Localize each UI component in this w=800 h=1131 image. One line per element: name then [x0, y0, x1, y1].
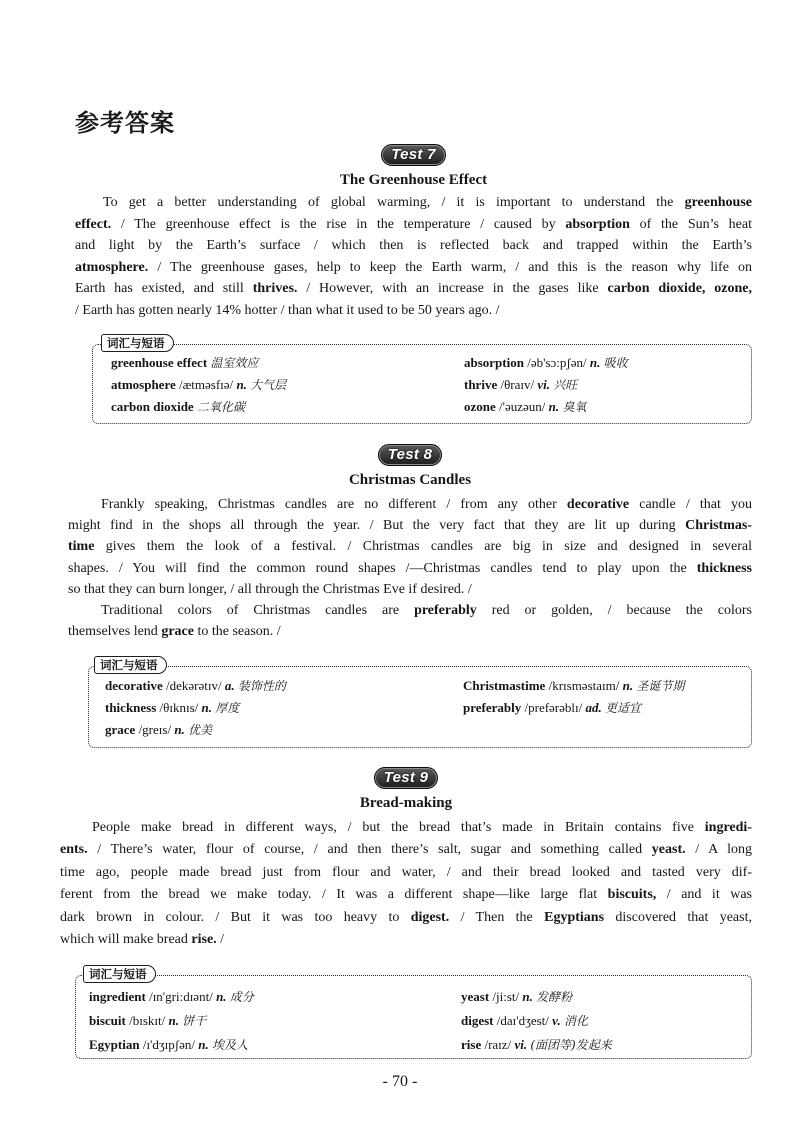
vocab-entry — [463, 697, 745, 719]
vocab-word: rise — [461, 1037, 482, 1053]
paragraph — [75, 192, 752, 322]
text-run: / A long — [685, 842, 752, 858]
test-badge: Test 9 — [374, 767, 439, 789]
vocab-meaning: 消化 — [563, 1014, 588, 1029]
vocab-entry — [461, 1033, 745, 1057]
passage — [68, 494, 752, 642]
text-line — [68, 558, 752, 579]
vocab-word: biscuit — [89, 1013, 126, 1029]
vocab-phonetic: /ɪ'dʒɪpʃən/ — [142, 1037, 195, 1053]
vocab-word: Egyptian — [89, 1037, 140, 1053]
keyword: absorption — [565, 216, 630, 232]
text-run: and light by the Earth’s surface / which then is reflected back and trapped within the Earth’s — [75, 238, 752, 254]
vocab-word: absorption — [464, 354, 524, 370]
vocab-phonetic: /raɪz/ — [484, 1037, 512, 1053]
text-line — [68, 579, 752, 600]
section-title: Bread-making — [359, 795, 453, 811]
text-run: / and it was — [656, 887, 752, 903]
text-run: To get a better understanding of global warming, / it is important to understand the — [103, 195, 685, 210]
text-run: gives them the look of a festival. / Christmas candles are big in size and designed in several — [94, 539, 752, 555]
vocab-meaning: 圣诞节期 — [636, 679, 685, 694]
keyword: thickness — [696, 560, 752, 576]
text-line — [75, 192, 752, 214]
text-line — [68, 515, 752, 536]
vocab-word: Christmastime — [463, 678, 546, 694]
text-run: Earth has existed, and still — [75, 281, 253, 297]
vocab-word: thickness — [105, 700, 157, 716]
vocab-part-of-speech: n. — [174, 722, 185, 738]
vocab-entry — [105, 697, 463, 719]
text-line — [60, 907, 752, 929]
vocab-entry — [463, 675, 745, 697]
keyword: ingredi- — [704, 820, 752, 835]
keyword: ents. — [60, 842, 88, 858]
vocab-columns — [111, 352, 745, 418]
vocab-word: atmosphere — [111, 376, 176, 392]
vocab-meaning: 二氧化碳 — [196, 399, 245, 414]
keyword: rise. — [191, 932, 217, 948]
text-run: / — [216, 932, 225, 948]
test-badge: Test 7 — [381, 144, 446, 166]
vocab-entry — [111, 374, 464, 396]
vocab-meaning: 大气层 — [250, 377, 287, 392]
vocab-phonetic: /θraɪv/ — [500, 376, 535, 392]
vocab-meaning: 饼干 — [182, 1014, 207, 1029]
keyword: biscuits, — [607, 887, 657, 903]
vocab-meaning: 温室效应 — [210, 355, 259, 370]
vocab-phonetic: /ji:st/ — [492, 989, 520, 1005]
vocab-entry — [89, 1009, 461, 1033]
keyword: Christmas- — [685, 518, 752, 534]
text-run: might find in the shops all through the year. / But the very fact that they are lit up during — [68, 518, 686, 534]
keyword: carbon dioxide, ozone, — [607, 281, 752, 297]
text-run: time ago, people made bread just from flour and water, / and their bread looked and tasted very dif- — [60, 864, 752, 880]
vocab-entry — [89, 985, 461, 1009]
vocab-entry — [461, 985, 745, 1009]
badge-row — [75, 144, 752, 166]
vocab-part-of-speech: a. — [224, 678, 235, 694]
test-badge: Test 8 — [378, 444, 443, 466]
vocab-entry — [111, 352, 464, 374]
vocab-label: 词汇与短语 — [94, 656, 167, 674]
keyword: grace — [161, 624, 194, 640]
vocab-box — [92, 335, 752, 424]
text-line — [68, 536, 752, 557]
badge-row — [68, 444, 752, 466]
vocab-part-of-speech: n. — [216, 989, 227, 1005]
vocab-word: preferably — [463, 700, 522, 716]
keyword: time — [68, 539, 95, 555]
vocab-meaning: 更适宜 — [605, 701, 642, 716]
text-line — [68, 600, 752, 621]
vocab-meaning: 厚度 — [215, 701, 240, 716]
vocab-entry — [464, 374, 745, 396]
text-line — [75, 278, 752, 300]
passage — [60, 817, 752, 951]
vocab-label: 词汇与短语 — [101, 334, 174, 352]
text-line — [60, 884, 752, 906]
keyword: effect. — [75, 216, 112, 232]
vocab-column-left — [105, 675, 463, 741]
keyword: preferably — [414, 603, 477, 619]
paragraph — [68, 494, 752, 600]
vocab-word: decorative — [105, 678, 163, 694]
text-run: themselves lend — [68, 624, 162, 640]
keyword: thrives. — [252, 281, 298, 297]
section-title: Christmas Candles — [348, 472, 472, 488]
vocab-phonetic: /daɪ'dʒest/ — [496, 1013, 549, 1029]
vocab-part-of-speech: ad. — [585, 700, 602, 716]
page-header: 参考答案 — [75, 109, 175, 137]
vocab-meaning: 兴旺 — [553, 377, 578, 392]
text-run: ferent from the bread we make today. / It was a different shape—like large flat — [60, 887, 608, 903]
text-line — [60, 862, 752, 884]
vocab-phonetic: /ɪn'gri:dɪənt/ — [149, 989, 213, 1005]
section-test-7 — [75, 144, 752, 424]
vocab-word: yeast — [461, 989, 490, 1005]
text-line — [75, 235, 752, 257]
text-run: / However, with an increase in the gases like — [297, 281, 608, 297]
vocab-entry — [89, 1033, 461, 1057]
vocab-part-of-speech: n. — [198, 1037, 209, 1053]
vocab-meaning: (面团等)发起来 — [530, 1038, 612, 1053]
vocab-phonetic: /ætməsfɪə/ — [179, 376, 234, 392]
text-run: so that they can burn longer, / all through the Christmas Eve if desired. / — [68, 581, 472, 597]
section-test-8 — [68, 444, 752, 748]
vocab-meaning: 埃及人 — [211, 1038, 248, 1053]
text-line — [60, 839, 752, 861]
keyword: yeast. — [651, 842, 686, 858]
passage — [75, 192, 752, 322]
vocab-column-right — [463, 675, 745, 741]
vocab-entry — [105, 719, 463, 741]
vocab-part-of-speech: n. — [589, 354, 601, 370]
vocab-column-left — [89, 985, 461, 1057]
paragraph — [68, 600, 752, 642]
paragraph — [60, 817, 752, 951]
text-run: discovered that yeast, — [604, 909, 752, 925]
vocab-part-of-speech: n. — [236, 376, 247, 392]
text-run: / The greenhouse gases, help to keep the Earth warm, / and this is the reason why life on — [148, 259, 752, 275]
text-run: shapes. / You will find the common round shapes /—Christmas candles tend to play upon the — [68, 560, 697, 576]
vocab-word: ingredient — [89, 989, 146, 1005]
keyword: greenhouse — [684, 195, 752, 210]
vocab-box — [88, 658, 752, 748]
text-line — [75, 257, 752, 279]
text-line — [68, 621, 752, 642]
vocab-word: grace — [105, 722, 136, 738]
vocab-meaning: 装饰性的 — [237, 679, 286, 694]
keyword: Egyptians — [544, 909, 605, 925]
section-test-9 — [60, 767, 752, 1059]
text-run: to the season. / — [193, 624, 281, 640]
vocab-word: ozone — [464, 398, 496, 414]
vocab-meaning: 成分 — [229, 990, 254, 1005]
vocab-entry — [464, 352, 745, 374]
section-title: The Greenhouse Effect — [339, 172, 488, 188]
vocab-part-of-speech: vi. — [537, 376, 551, 392]
vocab-phonetic: /greɪs/ — [138, 722, 172, 738]
text-line — [75, 300, 752, 322]
keyword: digest. — [410, 909, 450, 925]
vocab-entry — [461, 1009, 745, 1033]
vocab-part-of-speech: n. — [168, 1013, 179, 1029]
text-line — [75, 214, 752, 236]
text-run: / Then the — [449, 909, 545, 925]
vocab-part-of-speech: n. — [522, 989, 533, 1005]
text-run: candle / that you — [629, 497, 752, 512]
vocab-meaning: 臭氧 — [562, 399, 587, 414]
vocab-columns — [89, 985, 745, 1057]
text-line — [60, 929, 752, 951]
vocab-label: 词汇与短语 — [83, 965, 156, 983]
vocab-entry — [464, 396, 745, 418]
text-run: / Earth has gotten nearly 14% hotter / than what it used to be 50 years ago. / — [75, 302, 500, 318]
vocab-column-left — [111, 352, 464, 418]
vocab-column-right — [464, 352, 745, 418]
text-line — [68, 494, 752, 515]
vocab-phonetic: /krɪsməstaɪm/ — [548, 678, 620, 694]
text-run: of the Sun’s heat — [629, 216, 752, 232]
text-run: / There’s water, flour of course, / and then there’s salt, sugar and something called — [87, 842, 652, 858]
vocab-part-of-speech: v. — [552, 1013, 561, 1029]
vocab-part-of-speech: n. — [201, 700, 213, 716]
vocab-word: digest — [461, 1013, 494, 1029]
text-run: Frankly speaking, Christmas candles are no different / from any other — [101, 497, 567, 512]
vocab-entry — [105, 675, 463, 697]
vocab-meaning: 优美 — [188, 723, 213, 738]
text-run: which will make bread — [60, 932, 192, 948]
vocab-phonetic: /bɪskɪt/ — [129, 1013, 166, 1029]
keyword: atmosphere. — [75, 259, 149, 275]
vocab-phonetic: /dekərətɪv/ — [166, 678, 222, 694]
text-run: dark brown in colour. / But it was too heavy to — [60, 909, 411, 925]
vocab-part-of-speech: vi. — [514, 1037, 528, 1053]
vocab-entry — [111, 396, 464, 418]
vocab-word: carbon dioxide — [111, 398, 194, 414]
vocab-box — [75, 967, 752, 1059]
vocab-phonetic: /prefərəblɪ/ — [524, 700, 583, 716]
text-run: Traditional colors of Christmas candles are — [101, 603, 415, 619]
text-run: red or golden, / because the colors — [476, 603, 753, 619]
keyword: decorative — [566, 497, 630, 512]
vocab-meaning: 吸收 — [603, 355, 628, 370]
vocab-column-right — [461, 985, 745, 1057]
vocab-meaning: 发酵粉 — [536, 990, 573, 1005]
vocab-phonetic: /'əuzəun/ — [499, 398, 546, 414]
vocab-part-of-speech: n. — [622, 678, 634, 694]
text-run: People make bread in different ways, / but the bread that’s made in Britain contains five — [92, 820, 705, 835]
vocab-phonetic: /θɪknɪs/ — [159, 700, 199, 716]
text-run: / The greenhouse effect is the rise in the temperature / caused by — [111, 216, 566, 232]
vocab-columns — [105, 675, 745, 741]
text-line — [60, 817, 752, 839]
badge-row — [60, 767, 752, 789]
vocab-word: thrive — [464, 376, 498, 392]
vocab-word: greenhouse effect — [111, 354, 208, 370]
vocab-part-of-speech: n. — [548, 398, 560, 414]
vocab-phonetic: /əb'sɔ:pʃən/ — [527, 354, 587, 370]
page-number: - 70 - — [382, 1073, 418, 1090]
